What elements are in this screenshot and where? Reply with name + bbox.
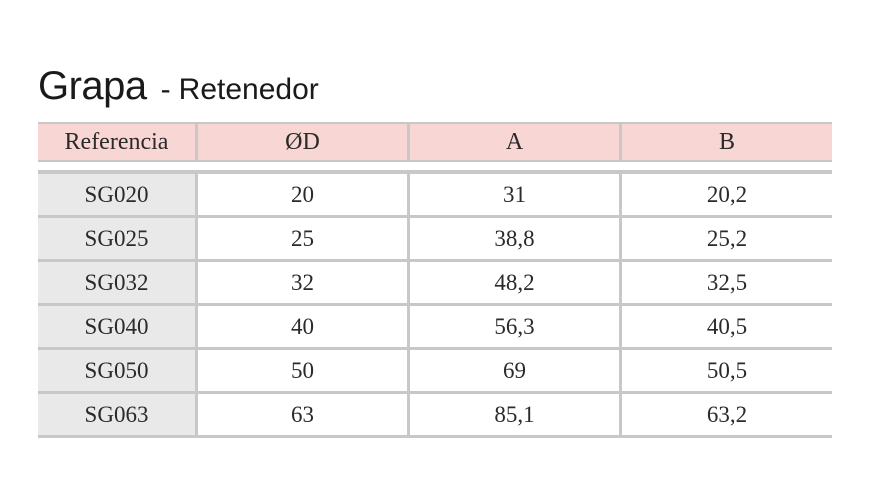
cell-referencia: SG063 bbox=[38, 394, 195, 435]
cell-diameter: 32 bbox=[195, 262, 407, 303]
cell-b: 20,2 bbox=[619, 174, 832, 215]
table-body bbox=[38, 174, 832, 438]
cell-a: 38,8 bbox=[407, 218, 619, 259]
page-title bbox=[38, 64, 319, 112]
cell-referencia: SG040 bbox=[38, 306, 195, 347]
table-row bbox=[38, 218, 832, 262]
header-b: B bbox=[619, 122, 832, 162]
cell-b: 63,2 bbox=[619, 394, 832, 435]
cell-a: 48,2 bbox=[407, 262, 619, 303]
cell-b: 32,5 bbox=[619, 262, 832, 303]
title-main: Grapa bbox=[38, 64, 147, 108]
title-subtitle: Retenedor bbox=[178, 73, 319, 106]
cell-b: 25,2 bbox=[619, 218, 832, 259]
table-row bbox=[38, 174, 832, 218]
cell-referencia: SG050 bbox=[38, 350, 195, 391]
cell-a: 56,3 bbox=[407, 306, 619, 347]
cell-b: 50,5 bbox=[619, 350, 832, 391]
cell-diameter: 50 bbox=[195, 350, 407, 391]
spec-table bbox=[38, 122, 832, 438]
table-row bbox=[38, 262, 832, 306]
cell-diameter: 40 bbox=[195, 306, 407, 347]
cell-a: 85,1 bbox=[407, 394, 619, 435]
cell-referencia: SG032 bbox=[38, 262, 195, 303]
table-header-row bbox=[38, 122, 832, 162]
cell-referencia: SG020 bbox=[38, 174, 195, 215]
cell-diameter: 20 bbox=[195, 174, 407, 215]
table-row bbox=[38, 350, 832, 394]
cell-diameter: 63 bbox=[195, 394, 407, 435]
cell-a: 69 bbox=[407, 350, 619, 391]
header-diameter: ØD bbox=[195, 122, 407, 162]
cell-referencia: SG025 bbox=[38, 218, 195, 259]
header-divider bbox=[38, 162, 832, 174]
cell-diameter: 25 bbox=[195, 218, 407, 259]
title-separator: - bbox=[160, 73, 171, 106]
cell-b: 40,5 bbox=[619, 306, 832, 347]
header-referencia: Referencia bbox=[38, 122, 195, 162]
cell-a: 31 bbox=[407, 174, 619, 215]
table-row bbox=[38, 394, 832, 438]
header-a: A bbox=[407, 122, 619, 162]
table-row bbox=[38, 306, 832, 350]
